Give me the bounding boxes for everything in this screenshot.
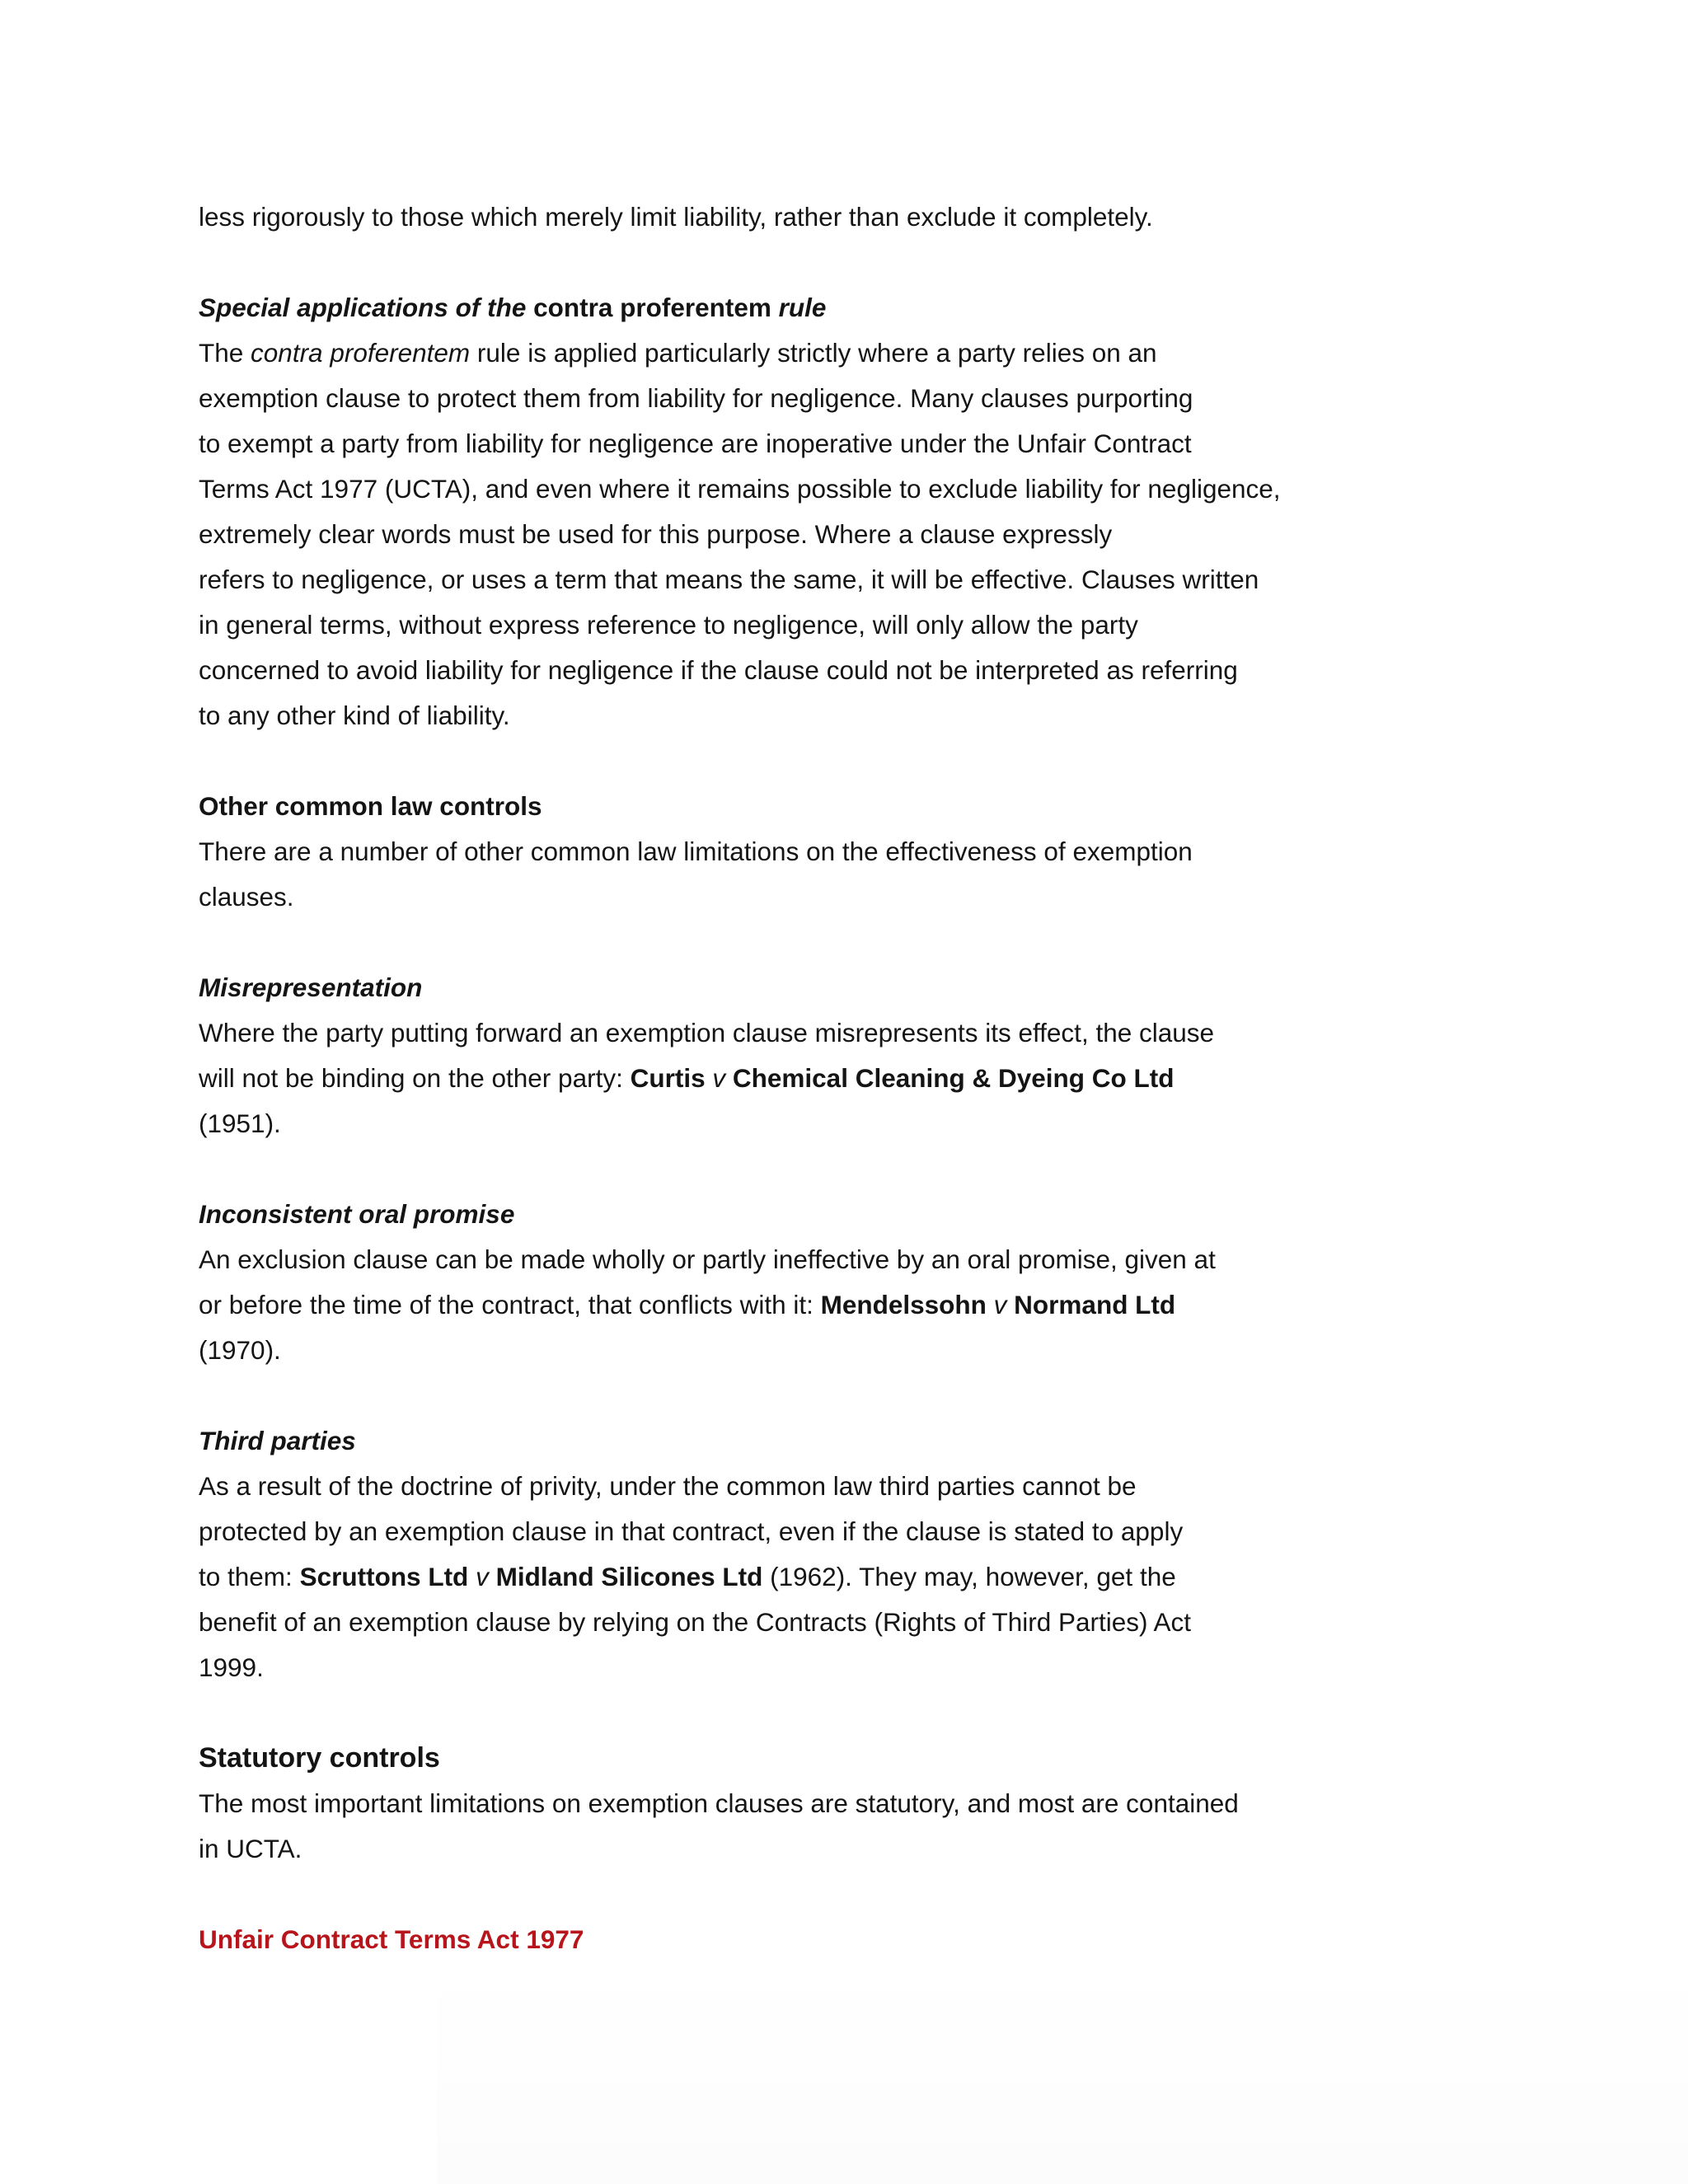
misrep-line-1: Where the party putting forward an exemption clause misrepresents its effect, the clause [199, 1018, 1215, 1047]
spacer [199, 1690, 1377, 1736]
other-line-2: clauses. [199, 882, 294, 912]
spacer [199, 920, 1377, 965]
case-name-party-b: Midland Silicones Ltd [495, 1562, 763, 1591]
third-line-4: benefit of an exemption clause by relying on the Contracts (Rights of Third Parties) Act [199, 1607, 1192, 1637]
case-name-party-b: Chemical Cleaning & Dyeing Co Ltd [732, 1063, 1175, 1093]
heading-special-part-a: Special applications of the [199, 293, 534, 322]
third-line-5: 1999. [199, 1652, 264, 1682]
special-line-1-text: rule is applied particularly strictly where a party relies on an [470, 338, 1157, 368]
case-name-party-a: Curtis [630, 1063, 706, 1093]
page-shade [437, 1961, 1688, 2184]
misrep-line-2 [199, 1056, 1377, 1101]
heading-inconsistent-oral-promise: Inconsistent oral promise [199, 1199, 515, 1229]
statutory-line-1: The most important limitations on exemption clauses are statutory, and most are contained [199, 1788, 1239, 1818]
special-line-4: Terms Act 1977 (UCTA), and even where it remains possible to exclude liability for negligence, [199, 474, 1281, 504]
spacer [199, 1872, 1377, 1917]
case-versus: v [993, 1290, 1007, 1319]
oral-line-1: An exclusion clause can be made wholly or partly ineffective by an oral promise, given at [199, 1244, 1216, 1274]
special-line-2: exemption clause to protect them from liability for negligence. Many clauses purporting [199, 383, 1193, 413]
document-body [199, 194, 1377, 1962]
special-line-5: extremely clear words must be used for this purpose. Where a clause expressly [199, 519, 1113, 549]
spacer [199, 738, 1377, 784]
oral-line-2-text: or before the time of the contract, that conflicts with it: [199, 1290, 821, 1319]
case-versus: v [476, 1562, 489, 1591]
heading-ucta: Unfair Contract Terms Act 1977 [199, 1924, 584, 1954]
oral-line-2 [199, 1282, 1377, 1328]
spacer [199, 240, 1377, 285]
misrep-line-2-text: will not be binding on the other party: [199, 1063, 631, 1093]
heading-other-controls: Other common law controls [199, 791, 542, 821]
third-line-3-text: to them: [199, 1562, 300, 1591]
heading-special-part-c: rule [771, 293, 827, 322]
case-versus: v [712, 1063, 726, 1093]
special-line-6: refers to negligence, or uses a term that means the same, it will be effective. Clauses written [199, 565, 1259, 594]
third-line-3-tail: (1962). They may, however, get the [762, 1562, 1176, 1591]
case-name-party-b: Normand Ltd [1014, 1290, 1176, 1319]
special-the: The [199, 338, 251, 368]
heading-statutory-controls: Statutory controls [199, 1742, 440, 1774]
third-line-3 [199, 1554, 1377, 1600]
misrep-line-3: (1951). [199, 1108, 281, 1138]
special-line-8: concerned to avoid liability for negligence if the clause could not be interpreted as referring [199, 655, 1238, 685]
intro-line: less rigorously to those which merely limit liability, rather than exclude it completely. [199, 202, 1153, 232]
heading-special-term: contra proferentem [533, 293, 771, 322]
third-line-2: protected by an exemption clause in that contract, even if the clause is stated to apply [199, 1516, 1184, 1546]
case-name-party-a: Scruttons Ltd [299, 1562, 469, 1591]
other-line-1: There are a number of other common law limitations on the effectiveness of exemption [199, 837, 1193, 866]
heading-third-parties: Third parties [199, 1426, 356, 1455]
spacer [199, 1373, 1377, 1418]
oral-line-3: (1970). [199, 1335, 281, 1365]
third-line-1: As a result of the doctrine of privity, under the common law third parties cannot be [199, 1471, 1137, 1501]
special-line-7: in general terms, without express reference to negligence, will only allow the party [199, 610, 1138, 640]
special-term-italic: contra proferentem [251, 338, 471, 368]
case-name-party-a: Mendelssohn [820, 1290, 987, 1319]
special-line-3: to exempt a party from liability for negligence are inoperative under the Unfair Contract [199, 429, 1192, 458]
heading-misrepresentation: Misrepresentation [199, 972, 423, 1002]
statutory-line-2: in UCTA. [199, 1834, 302, 1863]
spacer [199, 1146, 1377, 1192]
special-line-9: to any other kind of liability. [199, 701, 510, 730]
heading-special-applications [199, 285, 1377, 330]
special-line-1 [199, 330, 1377, 376]
